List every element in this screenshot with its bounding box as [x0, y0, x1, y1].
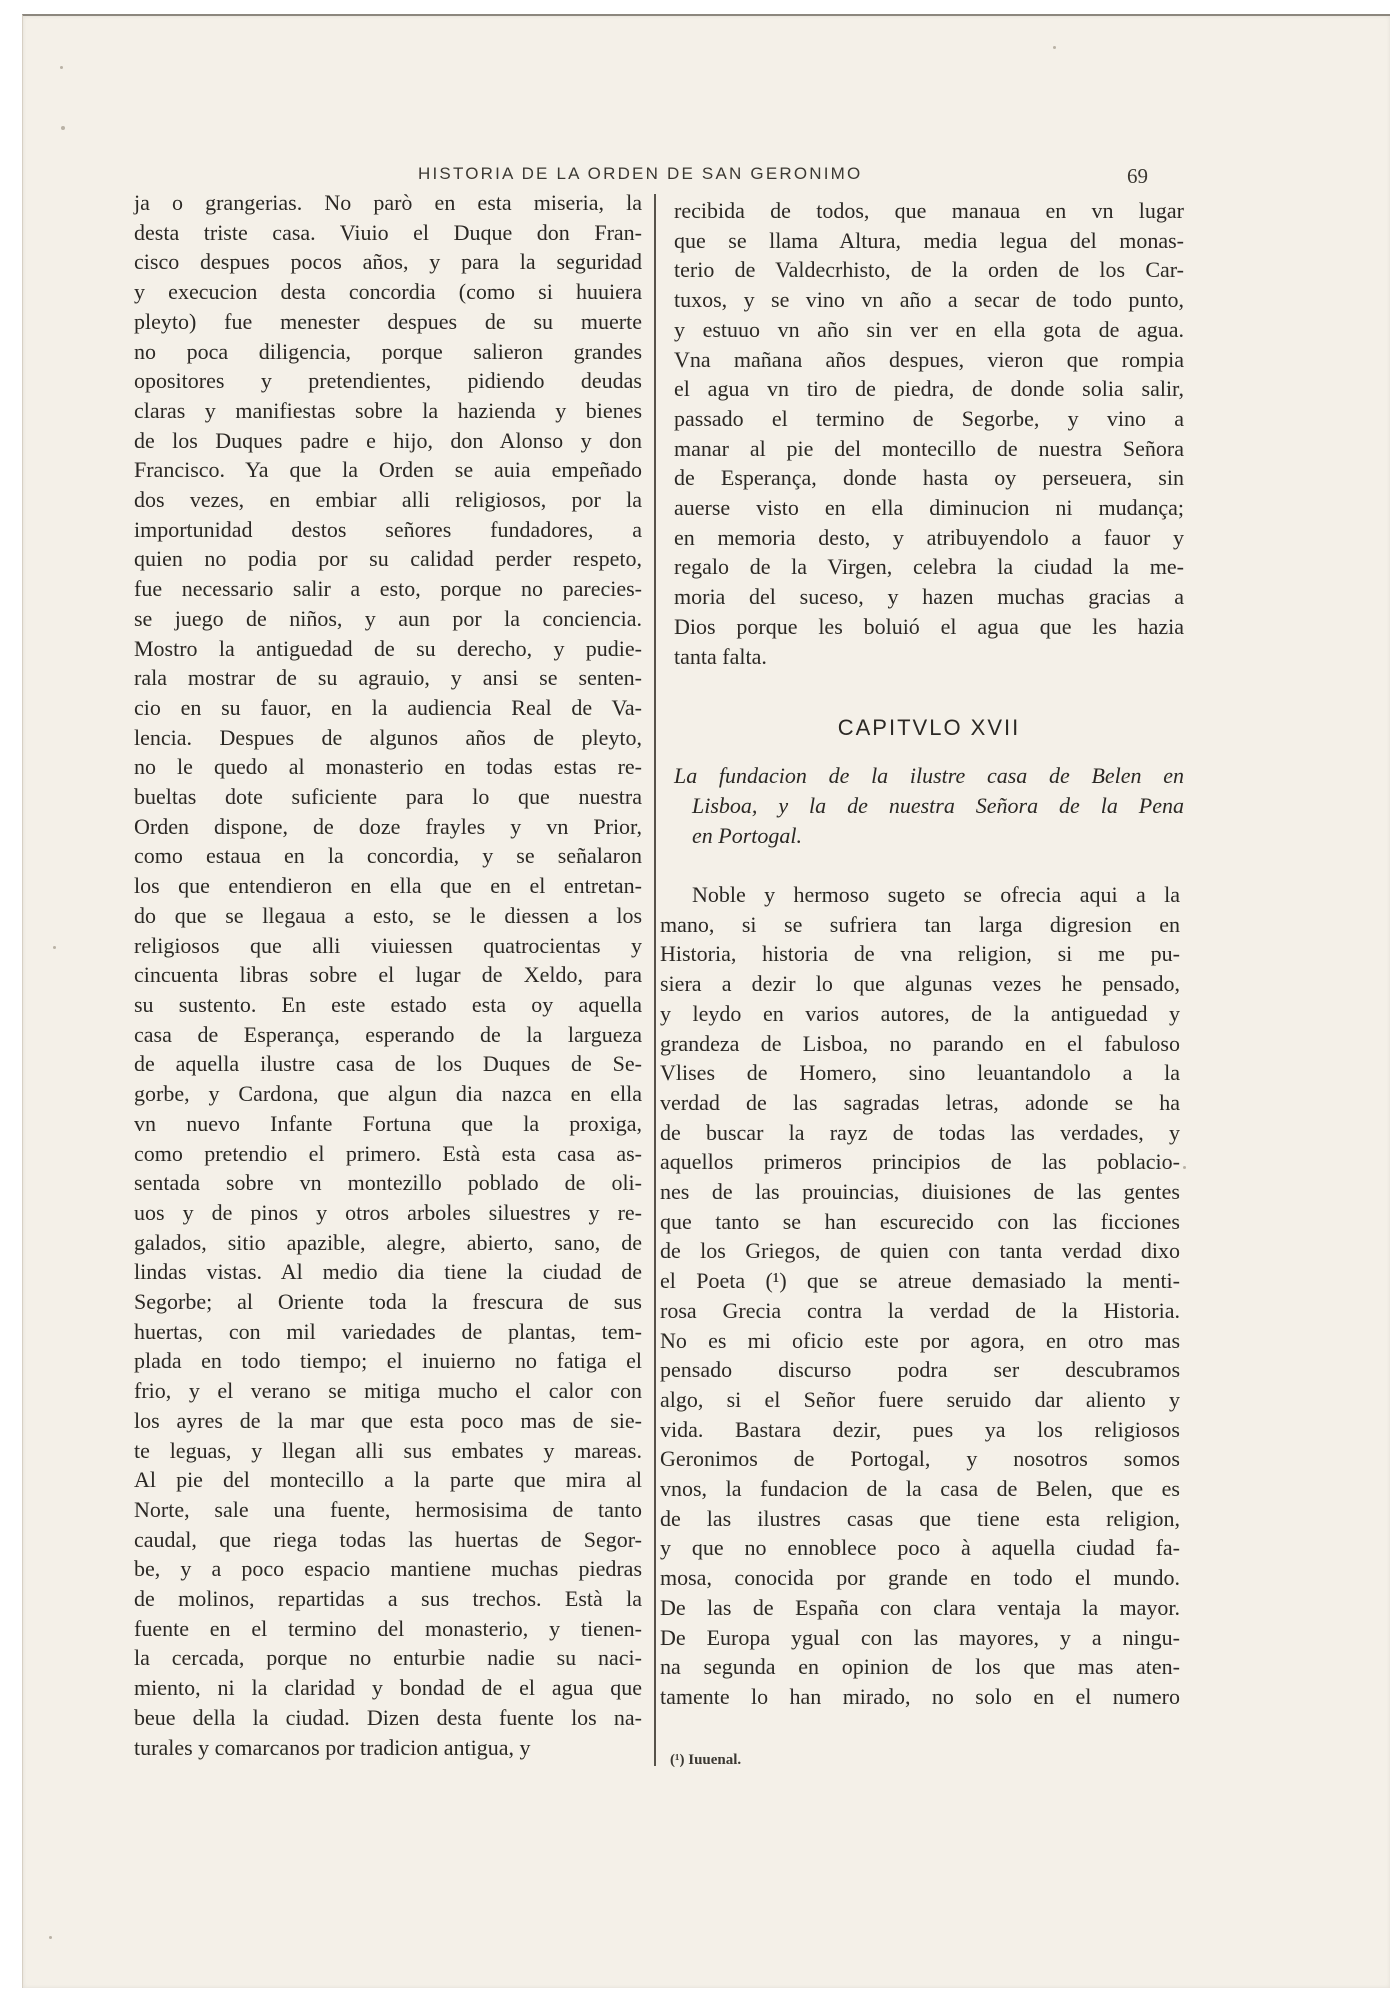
text-line: tanta falta.: [674, 643, 767, 669]
text-line: religiosos que alli viuiessen quatrocientas y: [134, 932, 642, 958]
text-line: grandeza de Lisboa, no parando en el fabuloso: [660, 1030, 1180, 1056]
text-line: que se llama Altura, media legua del monas-: [674, 227, 1184, 253]
text-line: y que no ennoblece poco à aquella ciudad fa-: [660, 1535, 1180, 1561]
text-line: mano, si se sufriera tan larga digresion en: [660, 911, 1180, 937]
page-number: 69: [1127, 164, 1148, 188]
text-line: verdad de las sagradas letras, adonde se ha: [660, 1089, 1180, 1115]
text-line: Dios porque les boluió el agua que les hazia: [674, 613, 1184, 639]
text-line: na segunda en opinion de los que mas aten-: [660, 1654, 1180, 1680]
text-line: de aquella ilustre casa de los Duques de Se-: [134, 1051, 642, 1077]
text-line: Mostro la antiguedad de su derecho, y pudie-: [134, 635, 642, 661]
text-line: vnos, la fundacion de la casa de Belen, que es: [660, 1476, 1180, 1502]
text-line: miento, ni la claridad y bondad de el agua que: [134, 1675, 642, 1701]
text-line: Al pie del montecillo a la parte que mira al: [134, 1467, 642, 1493]
text-line: casa de Esperança, esperando de la largueza: [134, 1021, 642, 1047]
text-line: rala mostrar de su agrauio, y ansi se senten-: [134, 665, 642, 691]
text-line: Orden dispone, de doze frayles y vn Prior,: [134, 813, 642, 839]
text-line: Norte, sale una fuente, hermosisima de tanto: [134, 1496, 642, 1522]
text-line: su sustento. En este estado esta oy aquella: [134, 991, 642, 1017]
text-line: beue della la ciudad. Dizen desta fuente los na-: [134, 1704, 642, 1730]
text-line: que tanto se han escurecido con las ficciones: [660, 1208, 1180, 1234]
text-line: algo, si el Señor fuere seruido dar aliento y: [660, 1386, 1180, 1412]
text-line: y execucion desta concordia (como si huuiera: [134, 279, 642, 305]
text-line: de las ilustres casas que tiene esta religion,: [660, 1505, 1180, 1531]
text-line: be, y a poco espacio mantiene muchas piedras: [134, 1556, 642, 1582]
text-line: bueltas dote suficiente para lo que nuestra: [134, 784, 642, 810]
text-line: Francisco. Ya que la Orden se auia empeñado: [134, 457, 642, 483]
text-line: ja o grangerias. No parò en esta miseria, la: [134, 190, 642, 215]
text-line: Segorbe; al Oriente toda la frescura de sus: [134, 1289, 642, 1315]
text-line: Vna mañana años despues, vieron que rompia: [674, 346, 1184, 372]
text-line: desta triste casa. Viuio el Duque don Fran-: [134, 219, 642, 245]
text-line: auerse visto en ella diminucion ni mudança;: [674, 495, 1184, 521]
text-line: vn nuevo Infante Fortuna que la proxiga,: [134, 1110, 642, 1136]
text-line: no le quedo al monasterio en todas estas re-: [134, 754, 642, 780]
text-line: Vlises de Homero, sino leuantandolo a la: [660, 1060, 1180, 1086]
text-line: turales y comarcanos por tradicion antigua, y: [134, 1734, 531, 1760]
text-line: vida. Bastara dezir, pues ya los religiosos: [660, 1416, 1180, 1442]
text-line: manar al pie del montecillo de nuestra Señora: [674, 435, 1184, 461]
left-text-column: [134, 188, 642, 1762]
text-line: lencia. Despues de algunos años de pleyto,: [134, 724, 642, 750]
text-line: pensado discurso podra ser descubramos: [660, 1357, 1180, 1383]
text-line: cisco despues pocos años, y para la seguridad: [134, 249, 642, 275]
text-line: y leydo en varios autores, de la antiguedad y: [660, 1000, 1180, 1026]
text-line: caudal, que riega todas las huertas de Segor-: [134, 1526, 642, 1552]
text-line: importunidad destos señores fundadores, a: [134, 516, 642, 542]
text-line: se juego de niños, y aun por la conciencia.: [134, 605, 642, 631]
footnote: (¹) Iuuenal.: [670, 1752, 742, 1768]
text-line: terio de Valdecrhisto, de la orden de los Car-: [674, 257, 1184, 283]
text-line: huertas, con mil variedades de plantas, tem-: [134, 1318, 642, 1344]
chapter-subtitle-line: La fundacion de la ilustre casa de Belen en: [674, 763, 1184, 788]
text-line: de los Griegos, de quien con tanta verdad dixo: [660, 1238, 1180, 1264]
text-line: De Europa ygual con las mayores, y a ningu-: [660, 1624, 1180, 1650]
text-line: cio en su fauor, en la audiencia Real de Va-: [134, 694, 642, 720]
text-line: el agua vn tiro de piedra, de donde solia salir,: [674, 376, 1184, 402]
text-line: frio, y el verano se mitiga mucho el calor con: [134, 1378, 642, 1404]
text-line: rosa Grecia contra la verdad de la Historia.: [660, 1297, 1180, 1323]
text-line: de molinos, repartidas a sus trechos. Està la: [134, 1586, 642, 1612]
text-line: como estaua en la concordia, y se señalaron: [134, 843, 642, 869]
text-line: de buscar la rayz de todas las verdades, y: [660, 1119, 1180, 1145]
text-line: los que entendieron en ella que en el entretan-: [134, 873, 642, 899]
text-line: uos y de pinos y otros arboles siluestres y re-: [134, 1199, 642, 1225]
text-line: De las de España con clara ventaja la mayor.: [660, 1594, 1180, 1620]
text-line: tamente lo han mirado, no solo en el numero: [660, 1683, 1180, 1709]
chapter-subtitle-line: Lisboa, y la de nuestra Señora de la Pena: [692, 793, 1184, 818]
text-line: No es mi oficio este por agora, en otro mas: [660, 1327, 1180, 1353]
text-line: nes de las prouincias, diuisiones de las gentes: [660, 1179, 1180, 1205]
text-line: dos vezes, en embiar alli religiosos, por la: [134, 487, 642, 513]
text-line: claras y manifiestas sobre la hazienda y bienes: [134, 397, 642, 423]
text-line: moria del suceso, y hazen muchas gracias a: [674, 584, 1184, 610]
text-line: opositores y pretendientes, pidiendo deudas: [134, 368, 642, 394]
text-line: Geronimos de Portogal, y nosotros somos: [660, 1446, 1180, 1472]
text-line: do que se llegaua a esto, se le diessen a los: [134, 902, 642, 928]
running-head: HISTORIA DE LA ORDEN DE SAN GERONIMO: [418, 164, 863, 183]
chapter-title: CAPITVLO XVII: [837, 715, 1021, 740]
text-line: fue necessario salir a esto, porque no parecies-: [134, 576, 642, 602]
text-line: aquellos primeros principios de las poblacio-: [660, 1149, 1180, 1175]
text-line: pleyto) fue menester despues de su muerte: [134, 308, 642, 334]
text-line: gorbe, y Cardona, que algun dia nazca en ella: [134, 1081, 642, 1107]
text-line: siera a dezir lo que algunas vezes he pensado,: [660, 971, 1180, 997]
chapter-subtitle: [674, 761, 1184, 851]
text-line: sentada sobre vn montezillo poblado de oli-: [134, 1170, 642, 1196]
text-line: plada en todo tiempo; el inuierno no fatiga el: [134, 1348, 642, 1374]
text-line: quien no podia por su calidad perder respeto,: [134, 546, 642, 572]
text-line: lindas vistas. Al medio dia tiene la ciudad de: [134, 1259, 642, 1285]
right-text-column-top: [674, 196, 1184, 671]
text-line: de los Duques padre e hijo, don Alonso y don: [134, 427, 642, 453]
text-line: recibida de todos, que manaua en vn lugar: [674, 198, 1184, 223]
text-line: tuxos, y se vino vn año a secar de todo punto,: [674, 287, 1184, 313]
text-line: de Esperança, donde hasta oy perseuera, sin: [674, 465, 1184, 491]
text-line: la cercada, porque no enturbie nadie su naci-: [134, 1645, 642, 1671]
text-line: te leguas, y llegan alli sus embates y mareas.: [134, 1437, 642, 1463]
text-line: como pretendio el primero. Està esta casa as-: [134, 1140, 642, 1166]
text-line: Historia, historia de vna religion, si me pu-: [660, 941, 1180, 967]
text-line: regalo de la Virgen, celebra la ciudad la me-: [674, 554, 1184, 580]
text-line: Noble y hermoso sugeto se ofrecia aqui a la: [692, 882, 1180, 907]
text-line: fuente en el termino del monasterio, y tienen-: [134, 1615, 642, 1641]
column-divider: [654, 194, 656, 1766]
text-line: el Poeta (¹) que se atreue demasiado la menti-: [660, 1268, 1180, 1294]
text-line: no poca diligencia, porque salieron grandes: [134, 338, 642, 364]
right-text-column-bottom: [660, 880, 1180, 1712]
text-line: en memoria desto, y atribuyendolo a fauor y: [674, 524, 1184, 550]
text-line: mosa, conocida por grande en todo el mundo.: [660, 1565, 1180, 1591]
text-line: cincuenta libras sobre el lugar de Xeldo, para: [134, 962, 642, 988]
chapter-subtitle-line: en Portogal.: [692, 823, 802, 848]
text-line: los ayres de la mar que esta poco mas de sie-: [134, 1407, 642, 1433]
text-line: passado el termino de Segorbe, y vino a: [674, 405, 1184, 431]
text-line: galados, sitio apazible, alegre, abierto, sano, de: [134, 1229, 642, 1255]
text-line: y estuuo vn año sin ver en ella gota de agua.: [674, 316, 1184, 342]
